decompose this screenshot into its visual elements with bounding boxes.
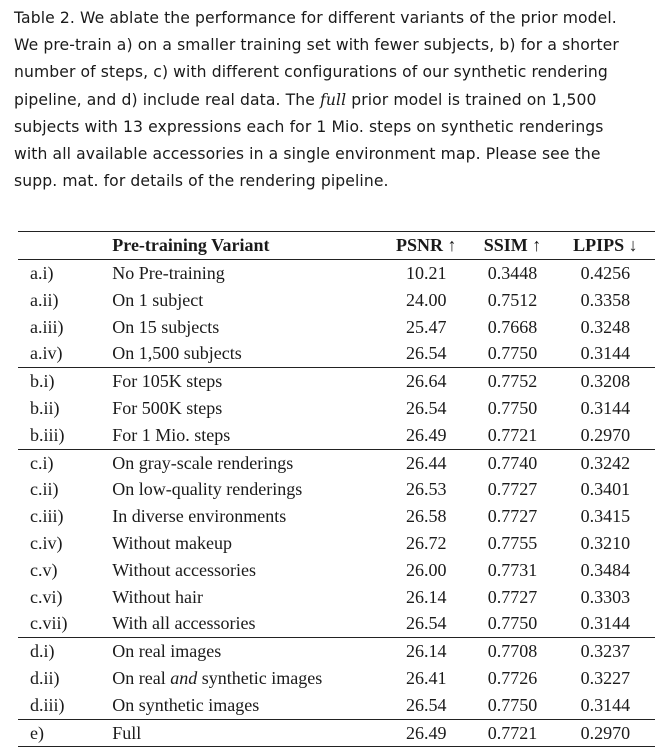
header-id <box>18 232 112 260</box>
row-psnr: 26.72 <box>406 532 447 553</box>
row-ssim: 0.7752 <box>487 371 538 392</box>
row-psnr: 10.21 <box>406 263 447 283</box>
row-id: c.iv) <box>30 532 63 553</box>
row-psnr: 26.14 <box>406 641 447 662</box>
row-ssim: 0.7721 <box>487 722 538 743</box>
results-table <box>18 231 655 747</box>
row-ssim: 0.7750 <box>487 397 538 418</box>
row-ssim: 0.7750 <box>487 343 538 364</box>
row-lpips: 0.2970 <box>580 424 631 445</box>
row-ssim: 0.7727 <box>487 586 538 607</box>
header-row <box>18 232 655 260</box>
table-row <box>18 557 655 584</box>
row-ssim: 0.7668 <box>487 316 538 337</box>
table-group <box>18 368 655 449</box>
header-variant: Pre-training Variant <box>112 235 270 256</box>
table-row <box>18 449 655 476</box>
table-group <box>18 260 655 368</box>
row-variant: For 1 Mio. steps <box>112 424 231 445</box>
row-psnr: 26.64 <box>406 371 447 392</box>
row-id: c.ii) <box>30 479 59 500</box>
row-variant: In diverse environments <box>112 506 287 527</box>
caption-line: supp. mat. for details of the rendering pipeline. <box>14 172 389 191</box>
row-psnr: 26.49 <box>406 424 447 445</box>
table-row <box>18 584 655 611</box>
variant-emphasis: and <box>170 667 198 688</box>
row-ssim: 0.7750 <box>487 613 538 634</box>
row-lpips: 0.3248 <box>580 316 631 337</box>
row-lpips: 0.3210 <box>580 532 631 553</box>
caption-line: number of steps, c) with different configurations of our synthetic rendering <box>14 63 608 82</box>
row-id: c.v) <box>30 559 58 580</box>
table-caption <box>14 5 662 195</box>
row-id: b.ii) <box>30 397 60 418</box>
caption-text: prior model is trained on 1,500 <box>346 90 597 109</box>
table-row <box>18 395 655 422</box>
row-ssim: 0.7740 <box>487 452 538 473</box>
row-lpips: 0.3144 <box>580 613 631 634</box>
row-psnr: 26.49 <box>406 722 447 743</box>
row-psnr: 26.54 <box>406 613 447 634</box>
row-id: b.i) <box>30 371 55 392</box>
row-ssim: 0.7727 <box>487 479 538 500</box>
row-ssim: 0.7727 <box>487 506 538 527</box>
row-lpips: 0.3144 <box>580 343 631 364</box>
table-row <box>18 314 655 341</box>
table-group <box>18 638 655 719</box>
row-id: a.i) <box>30 263 54 283</box>
row-variant: On gray-scale renderings <box>112 452 294 473</box>
row-id: d.ii) <box>30 667 60 688</box>
row-psnr: 26.54 <box>406 694 447 715</box>
row-ssim: 0.7731 <box>487 559 538 580</box>
row-variant: On 1 subject <box>112 289 204 310</box>
row-variant: Without accessories <box>112 559 257 580</box>
table-row <box>18 340 655 367</box>
row-psnr: 26.54 <box>406 343 447 364</box>
row-variant: With all accessories <box>112 613 256 634</box>
row-ssim: 0.7512 <box>487 289 538 310</box>
row-ssim: 0.7755 <box>487 532 538 553</box>
table-row <box>18 422 655 449</box>
row-variant: On 1,500 subjects <box>112 343 242 364</box>
row-variant: Full <box>112 722 142 743</box>
caption-line: with all available accessories in a single environment map. Please see the <box>14 145 601 164</box>
row-psnr: 26.41 <box>406 667 447 688</box>
row-variant: On low-quality renderings <box>112 479 303 500</box>
table-row <box>18 368 655 395</box>
row-id: c.i) <box>30 452 54 473</box>
row-psnr: 25.47 <box>406 316 447 337</box>
variant-text: On real <box>112 667 171 688</box>
row-variant: On synthetic images <box>112 694 260 715</box>
row-psnr: 26.44 <box>406 452 447 473</box>
table-row <box>18 665 655 692</box>
row-lpips: 0.3358 <box>580 289 631 310</box>
row-variant: Without makeup <box>112 532 233 553</box>
row-lpips: 0.2970 <box>580 722 631 743</box>
row-lpips: 0.3208 <box>580 371 631 392</box>
table-row <box>18 503 655 530</box>
table-row <box>18 692 655 719</box>
row-variant: For 105K steps <box>112 371 223 392</box>
table-row <box>18 260 655 287</box>
row-id: c.vii) <box>30 613 68 634</box>
row-lpips: 0.3144 <box>580 397 631 418</box>
row-ssim: 0.7708 <box>487 641 538 662</box>
row-variant: Without hair <box>112 586 204 607</box>
table-row <box>18 530 655 557</box>
caption-emphasis: full <box>319 90 347 109</box>
row-id: a.iii) <box>30 316 64 337</box>
row-psnr: 26.53 <box>406 479 447 500</box>
row-lpips: 0.3415 <box>580 506 631 527</box>
row-variant: On real images <box>112 641 222 662</box>
caption-line: subjects with 13 expressions each for 1 Mio. steps on synthetic renderings <box>14 117 604 136</box>
row-variant: On 15 subjects <box>112 316 220 337</box>
caption-text: pipeline, and d) include real data. The <box>14 90 320 109</box>
table-row <box>18 476 655 503</box>
row-id: d.iii) <box>30 694 65 715</box>
table-group <box>18 449 655 638</box>
row-lpips: 0.3484 <box>580 559 631 580</box>
row-lpips: 0.3303 <box>580 586 631 607</box>
row-ssim: 0.7750 <box>487 694 538 715</box>
caption-line: We pre-train a) on a smaller training set with fewer subjects, b) for a shorter <box>14 36 619 55</box>
row-lpips: 0.3242 <box>580 452 631 473</box>
row-psnr: 26.14 <box>406 586 447 607</box>
header-ssim: SSIM ↑ <box>483 235 542 256</box>
row-variant <box>112 665 383 692</box>
caption-line: Table 2. We ablate the performance for different variants of the prior model. <box>14 9 617 27</box>
caption-line <box>14 87 662 114</box>
header-lpips: LPIPS ↓ <box>573 235 638 256</box>
row-ssim: 0.7721 <box>487 424 538 445</box>
row-lpips: 0.3401 <box>580 479 631 500</box>
table-row <box>18 287 655 314</box>
table-row <box>18 638 655 665</box>
table-row <box>18 610 655 637</box>
row-ssim: 0.7726 <box>487 667 538 688</box>
row-lpips: 0.3144 <box>580 694 631 715</box>
row-variant: No Pre-training <box>112 263 225 283</box>
row-id: a.iv) <box>30 343 63 364</box>
row-id: b.iii) <box>30 424 65 445</box>
row-lpips: 0.3227 <box>580 667 631 688</box>
row-id: e) <box>30 722 44 743</box>
row-lpips: 0.4256 <box>580 263 631 283</box>
header-psnr: PSNR ↑ <box>396 235 457 256</box>
row-id: c.vi) <box>30 586 63 607</box>
row-psnr: 26.58 <box>406 506 447 527</box>
row-psnr: 26.00 <box>406 559 447 580</box>
row-id: a.ii) <box>30 289 59 310</box>
variant-text: synthetic images <box>197 667 323 688</box>
row-psnr: 24.00 <box>406 289 447 310</box>
row-psnr: 26.54 <box>406 397 447 418</box>
row-id: c.iii) <box>30 506 64 527</box>
row-variant: For 500K steps <box>112 397 223 418</box>
table-group <box>18 719 655 747</box>
row-id: d.i) <box>30 641 55 662</box>
row-ssim: 0.3448 <box>487 263 538 283</box>
row-lpips: 0.3237 <box>580 641 631 662</box>
table-header <box>18 232 655 260</box>
table-row <box>18 719 655 747</box>
